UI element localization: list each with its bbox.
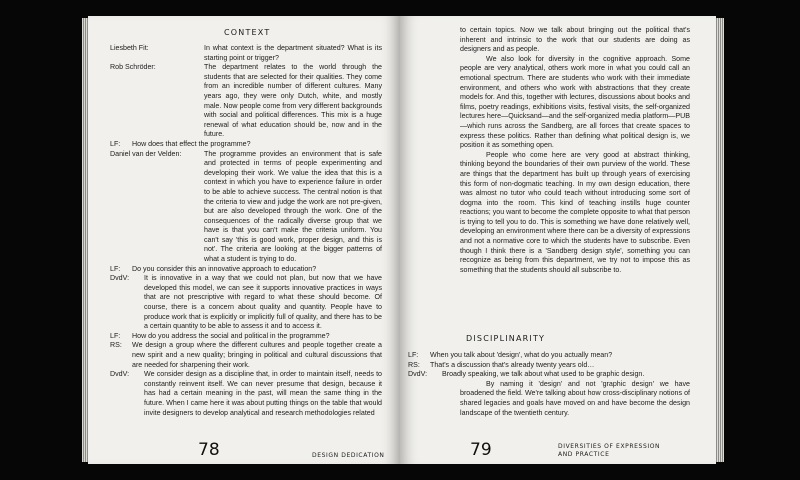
page-number-left: 78 (198, 440, 220, 460)
speech-text: Broadly speaking, we talk about what used to be graphic design. (442, 370, 645, 379)
body-paragraph: We also look for diversity in the cognitive approach. Some people are very analytical, others work more in what you could call an emotional spectrum. There are students who work with their immediate environment, and others who work with abstractions that they create models for. And this, together with lectures, discussions about books and films, poetry readings, exhibitions visits, festival visits, the self-organized lectures here—Quicksand—and the self-organized media platform—PUB—which runs across the Sandberg, are all forces that create spaces to express these politics. Rather than defining what political design is, we position it as something open. (460, 54, 690, 150)
section-heading-disciplinarity: DISCIPLINARITY (466, 334, 546, 343)
dialogue-entry (110, 265, 382, 275)
dialogue-entry (110, 63, 382, 140)
speech-text: The programme provides an environment that is safe and protected in terms of people experimenting and developing their work. We value the idea that this is a context in which you have to experience failure in order to be able to achieve success. The central notion is that the criteria to view and judge the work are not pre-given, but are also developed through the work. One of the consequences of the radically diverse group that we have is that you can't make the criteria uniform. You can't say 'this is good work, proper design, and this is not'. The criteria are looking at the bigger patterns of what a student is trying to do. (204, 149, 382, 264)
closing-paragraph: By naming it 'design' and not 'graphic design' we have broadened the field. We're talking about how cross-disciplinary notions of shared legacies and goals have moved on and have become the design landscape of the twentieth century. (460, 379, 690, 417)
page-number-right: 79 (470, 440, 492, 460)
speaker-label: LF: (408, 351, 419, 359)
body-paragraph: People who come here are very good at abstract thinking, thinking beyond the boundaries of their own purview of the world. These are things that the department has built up through years of exercising this form of non-dogmatic teaching. In my own design education, there was almost no tutor who could teach without introducing some sort of dogma into the room. This kind of teaching instills huge counter reactions; you want to become the complete opposite to what that person is trying to tell you to do. This is something we have done relatively well, developing an environment where there can be a diversity of expressions and not a normative core to which the students have to subscribe. Even though I think there is a 'Sandberg design style', something you can recognize as being from this department, we try not to impose this as something that the students should all subscribe to. (460, 150, 690, 274)
speech-text: The department relates to the world through the students that are selected for their qualities. They come from an incredible number of different cultures. Many years ago, they were only Dutch, white, and mostly male. Now people come from very different backgrounds with social and political differences. This mix is a huge renewal of what education should be, now and in the future. (204, 63, 382, 139)
speaker-label: LF: (110, 139, 121, 148)
speaker-label: RS: (408, 360, 420, 369)
dialogue-entry (110, 150, 382, 265)
speaker-label: DvdV: (110, 274, 130, 283)
left-page (88, 16, 400, 464)
section-heading-context: CONTEXT (224, 28, 271, 37)
speech-text: How do you address the social and political in the programme? (132, 331, 330, 340)
dialogue-entry (110, 332, 382, 342)
speech-text: That's a discussion that's already twenty years old… (430, 360, 595, 369)
dialogue-entry (408, 361, 690, 371)
speaker-label: LF: (110, 331, 121, 340)
body-paragraph: to certain topics. Now we talk about bringing out the political that's inherent and intrinsic to the work that our students are doing as designers and as people. (460, 26, 690, 54)
dialogue-entry (110, 274, 382, 332)
speaker-label: Liesbeth Fit: (110, 44, 149, 52)
speaker-label: LF: (110, 264, 121, 273)
speech-text: In what context is the department situated? What is its starting point or trigger? (204, 44, 382, 62)
dialogue-entry (110, 44, 382, 63)
page-edges-right (716, 18, 724, 462)
dialogue-entry (110, 370, 382, 418)
speech-text: It is innovative in a way that we could not plan, but now that we have developed this model, we can see it supports innovative practices in ways that are not prescriptive with regard to what these should become. Of course, there is a concern about quality and quantity. People have to produce work that is explicitly or implicitly full of quality, and there has to be a certain quantity to be able to assess it and to access it. (144, 274, 382, 331)
speech-text: We design a group where the different cultures and people together create a new spirit and a new quality; bringing in political and cultural discussions that are needed for sharpening their work. (132, 341, 382, 369)
dialogue-left (110, 44, 382, 418)
speaker-label: DvdV: (110, 370, 130, 379)
right-page (400, 16, 716, 464)
speech-text: We consider design as a discipline that, in order to maintain itself, needs to constantly reinvent itself. We can never presume that design, because it has had a certain meaning in the past, will mean the same thing in the future. When I came here it was about putting things on the table that would invite designers to develop analytical and research methodologies related (144, 370, 382, 417)
runner-line-1: DIVERSITIES OF EXPRESSION (558, 443, 661, 450)
speaker-label: Rob Schröder: (110, 63, 156, 72)
speaker-label: DvdV: (408, 370, 428, 379)
dialogue-entry (408, 370, 690, 380)
dialogue-entry (408, 351, 690, 361)
open-book (88, 16, 716, 464)
body-text-right (460, 26, 690, 275)
speech-text: When you talk about 'design', what do you actually mean? (430, 351, 613, 359)
speech-text: How does that effect the programme? (132, 139, 251, 148)
dialogue-entry (110, 341, 382, 370)
dialogue-right (408, 351, 690, 418)
running-footer-right (558, 443, 660, 459)
speaker-label: RS: (110, 341, 122, 350)
speech-text: Do you consider this an innovative approach to education? (132, 264, 317, 273)
runner-line-2: AND PRACTICE (558, 451, 610, 458)
speaker-label: Daniel van der Velden: (110, 149, 182, 158)
running-footer-left: DESIGN DEDICATION (312, 452, 385, 459)
dialogue-entry (110, 140, 382, 150)
